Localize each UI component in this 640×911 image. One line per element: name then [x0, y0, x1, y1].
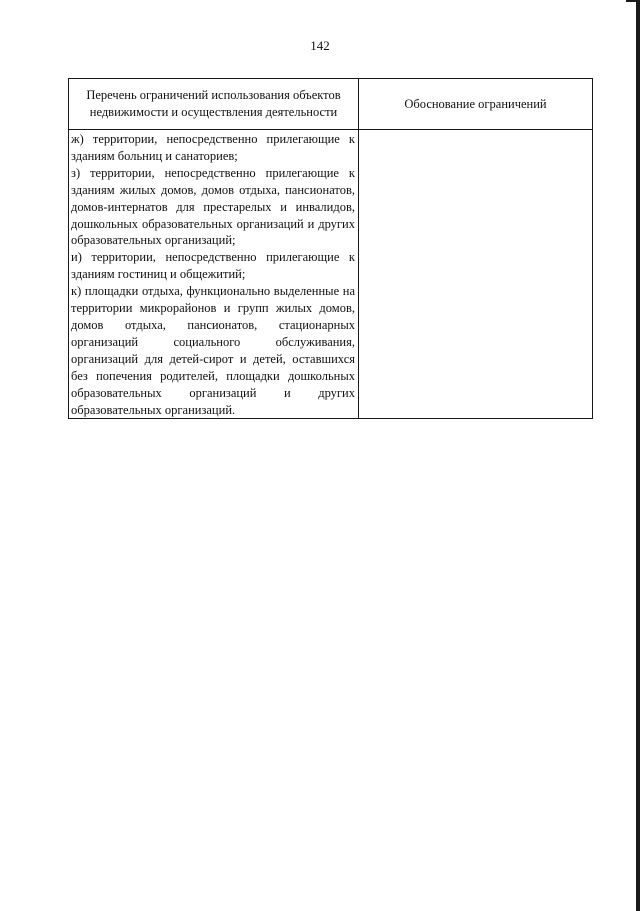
restriction-item-z: з) территории, непосредственно прилегающие к зданиям жилых домов, домов отдыха, пансионатов, домов-интернатов для престарелых и инвалидов, дошкольных образовательных организаций и других образовательных организаций; — [71, 165, 355, 248]
restrictions-table — [68, 78, 593, 419]
table-header-row — [69, 79, 593, 130]
scan-edge-right — [636, 0, 640, 911]
header-justification: Обоснование ограничений — [359, 79, 593, 130]
restriction-item-zh: ж) территории, непосредственно прилегающие к зданиям больниц и санаториев; — [71, 132, 355, 163]
table-row — [69, 130, 593, 419]
restrictions-cell — [69, 130, 359, 419]
header-restrictions: Перечень ограничений использования объектов недвижимости и осуществления деятельности — [69, 79, 359, 130]
restriction-item-i: и) территории, непосредственно прилегающие к зданиям гостиниц и общежитий; — [71, 250, 355, 282]
page-number: 142 — [310, 38, 330, 53]
justification-cell — [359, 130, 593, 419]
restriction-item-k: к) площадки отдыха, функционально выделенные на территории микрорайонов и групп жилых домов, домов отдыха, пансионатов, стационарных организаций социального обслуживания, организаций для детей-сирот и детей, оставшихся без попечения родителей, площадки дошкольных образовательных организаций и других образовательных организаций. — [71, 284, 355, 417]
